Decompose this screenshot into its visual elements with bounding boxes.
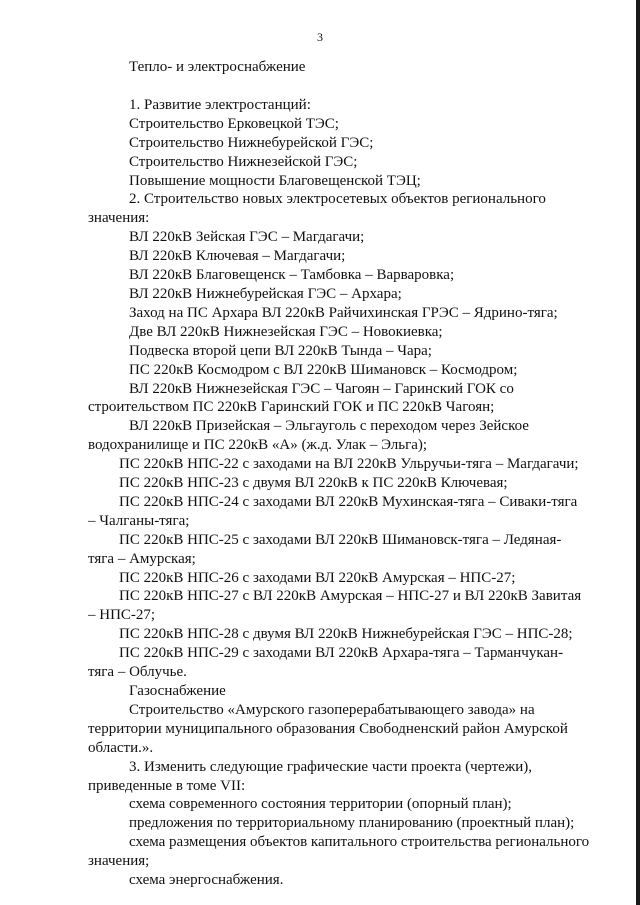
item1-line: Повышение мощности Благовещенской ТЭЦ; bbox=[129, 172, 421, 189]
item2-line: Две ВЛ 220кВ Нижнезейская ГЭС – Новокиевка; bbox=[129, 323, 443, 340]
item2-line: ПС 220кВ Космодром с ВЛ 220кВ Шимановск – Космодром; bbox=[129, 361, 518, 378]
item3-title-cont: приведенные в томе VII: bbox=[88, 777, 246, 794]
section-heading: Тепло- и электроснабжение bbox=[129, 59, 306, 75]
item2-line: ВЛ 220кВ Ключевая – Магдагачи; bbox=[129, 248, 346, 265]
paragraph-line: ВЛ 220кВ Нижнезейская ГЭС – Чагоян – Гаринский ГОК со bbox=[129, 380, 514, 397]
paragraph-line: ПС 220кВ НПС-29 с заходами ВЛ 220кВ Архара-тяга – Тарманчукан- bbox=[119, 645, 564, 662]
item2-line: Подвеска второй цепи ВЛ 220кВ Тында – Чара; bbox=[129, 342, 432, 359]
item1-line: Строительство Ерковецкой ТЭС; bbox=[129, 115, 339, 132]
scan-edge bbox=[636, 0, 640, 905]
item3-line-cont: значения; bbox=[88, 853, 150, 870]
paragraph-line: территории муниципального образования Свободненский район Амурской bbox=[88, 720, 568, 737]
item2-line: Заход на ПС Архара ВЛ 220кВ Райчихинская ГРЭС – Ядрино-тяга; bbox=[129, 304, 558, 321]
paragraph-line: ПС 220кВ НПС-26 с заходами ВЛ 220кВ Амурская – НПС-27; bbox=[119, 569, 516, 586]
paragraph-line: – Чалганы-тяга; bbox=[88, 512, 190, 529]
paragraph-line: водохранилище и ПС 220кВ «А» (ж.д. Улак – Эльга); bbox=[88, 437, 428, 454]
paragraph-line: ПС 220кВ НПС-24 с заходами ВЛ 220кВ Мухинская-тяга – Сиваки-тяга bbox=[119, 493, 578, 510]
paragraph-line: ПС 220кВ НПС-28 с двумя ВЛ 220кВ Нижнебурейская ГЭС – НПС-28; bbox=[119, 626, 573, 643]
item3-line: предложения по территориальному планированию (проектный план); bbox=[129, 815, 575, 832]
item3-title: 3. Изменить следующие графические части проекта (чертежи), bbox=[129, 758, 532, 775]
paragraph-line: ВЛ 220кВ Призейская – Эльгауголь с переходом через Зейское bbox=[129, 418, 529, 435]
paragraph-line: тяга – Амурская; bbox=[88, 550, 196, 567]
item3-line: схема энергоснабжения. bbox=[129, 872, 284, 889]
paragraph-line: области.». bbox=[88, 739, 154, 756]
document-body bbox=[88, 58, 598, 890]
paragraph-line: тяга – Облучье. bbox=[88, 664, 187, 681]
item1-title: 1. Развитие электростанций: bbox=[129, 96, 311, 113]
item3-line: схема размещения объектов капитального строительства регионального bbox=[129, 834, 590, 851]
item3-line: схема современного состояния территории (опорный план); bbox=[129, 796, 512, 813]
item2-title-cont: значения: bbox=[88, 210, 150, 227]
item2-title: 2. Строительство новых электросетевых объектов регионального bbox=[129, 191, 546, 208]
page-number: 3 bbox=[317, 30, 323, 44]
paragraph-line: – НПС-27; bbox=[88, 607, 156, 624]
item2-line: ВЛ 220кВ Нижнебурейская ГЭС – Архара; bbox=[129, 285, 402, 302]
item2-line: ВЛ 220кВ Благовещенск – Тамбовка – Варваровка; bbox=[129, 267, 455, 284]
paragraph-line: ПС 220кВ НПС-27 с ВЛ 220кВ Амурская – НПС-27 и ВЛ 220кВ Завитая bbox=[119, 588, 582, 605]
paragraph-line: ПС 220кВ НПС-22 с заходами на ВЛ 220кВ Ульручьи-тяга – Магдагачи; bbox=[119, 456, 579, 473]
paragraph-line: ПС 220кВ НПС-23 с двумя ВЛ 220кВ к ПС 220кВ Ключевая; bbox=[119, 475, 508, 492]
paragraph-line: Строительство «Амурского газоперерабатывающего завода» на bbox=[129, 701, 535, 718]
item1-line: Строительство Нижнебурейской ГЭС; bbox=[129, 134, 374, 151]
blank-line bbox=[88, 77, 598, 96]
item2-line: ВЛ 220кВ Зейская ГЭС – Магдагачи; bbox=[129, 229, 365, 246]
item1-line: Строительство Нижнезейской ГЭС; bbox=[129, 153, 358, 170]
paragraph-line: ПС 220кВ НПС-25 с заходами ВЛ 220кВ Шимановск-тяга – Ледяная- bbox=[119, 531, 562, 548]
paragraph-line: строительством ПС 220кВ Гаринский ГОК и ПС 220кВ Чагоян; bbox=[88, 399, 495, 416]
gas-heading: Газоснабжение bbox=[129, 683, 226, 699]
